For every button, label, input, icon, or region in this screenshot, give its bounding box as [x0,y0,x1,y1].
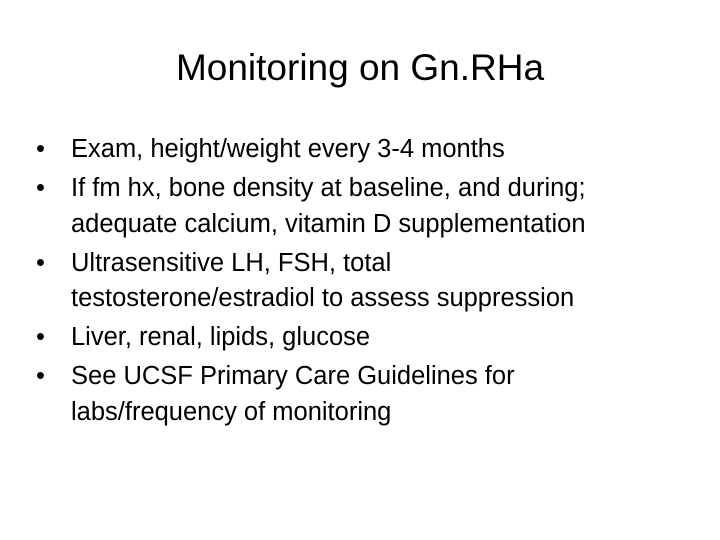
bullet-text-line: See UCSF Primary Care Guidelines for [71,362,515,390]
bullet-text-line: adequate calcium, vitamin D supplementation [71,209,586,238]
bullet-item [36,132,696,168]
bullet-text-line: Liver, renal, lipids, glucose [71,323,371,351]
slide-title: Monitoring on Gn.RHa [175,47,545,88]
bullet-marker: • [36,248,45,277]
bullet-marker: • [36,362,45,390]
bullet-text-line: Ultrasensitive LH, FSH, total [71,248,392,277]
bullet-text-line: labs/frequency of monitoring [71,397,392,426]
bullet-marker: • [36,174,45,202]
bullet-text-line: If fm hx, bone density at baseline, and during; [71,174,586,202]
bullet-marker: • [36,323,45,351]
bullet-item [36,359,696,430]
bullet-marker: • [36,135,45,163]
bullet-item [36,171,696,242]
bullet-item [36,320,696,356]
bullet-text-line: testosterone/estradiol to assess suppression [71,284,575,312]
bullet-text-line: Exam, height/weight every 3-4 months [71,135,505,163]
bullet-item [36,246,696,317]
bullet-list [36,132,696,434]
